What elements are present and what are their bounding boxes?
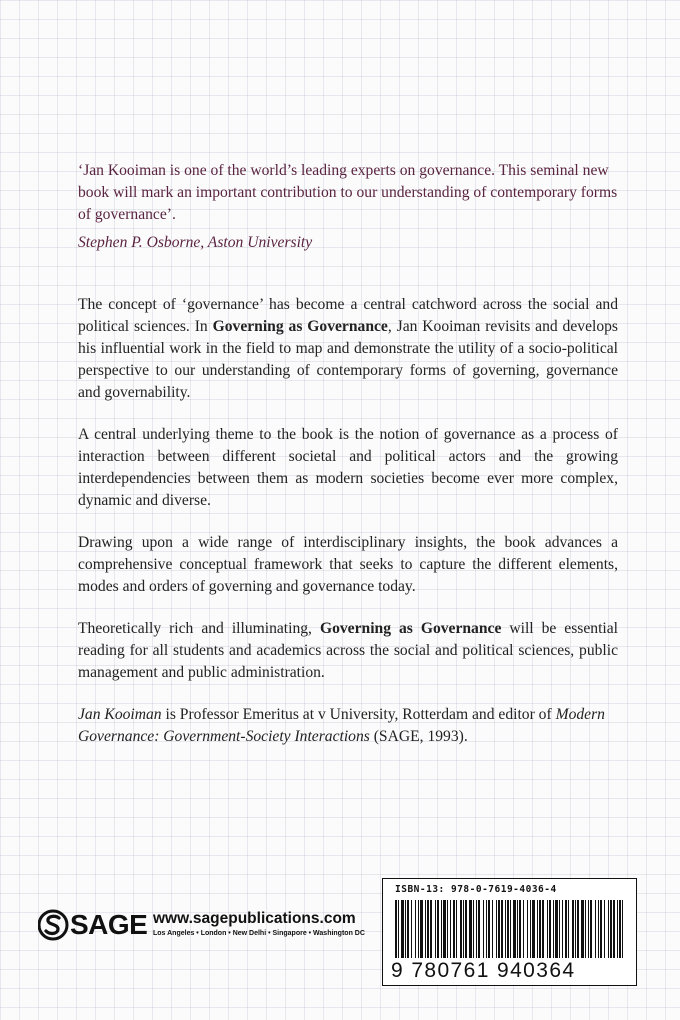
- barcode-bar: [553, 900, 554, 958]
- barcode-bar: [418, 900, 419, 958]
- barcode-bar: [507, 900, 509, 958]
- blurb-paragraph-3: Drawing upon a wide range of interdisciplinary insights, the book advances a comprehensive conceptual framework that seeks to capture the different elements, modes and orders of governing and governance today.: [78, 534, 618, 595]
- barcode-bar: [476, 900, 477, 958]
- barcode-bar: [492, 900, 493, 958]
- barcode-bar: [549, 900, 551, 958]
- barcode-bar: [575, 900, 576, 958]
- barcode-bar: [581, 900, 584, 958]
- publisher-block: [38, 908, 368, 942]
- barcode-bar: [395, 900, 397, 958]
- barcode-bar: [473, 900, 474, 958]
- barcode-bar: [523, 900, 524, 958]
- barcode-bar: [539, 900, 541, 958]
- barcode-bar: [447, 900, 448, 958]
- author-previous-book: Modern Governance: Government-Society Interactions: [78, 706, 605, 745]
- barcode-bar: [532, 900, 535, 958]
- barcode-bar: [501, 900, 503, 958]
- barcode-bar: [453, 900, 455, 958]
- barcode-bar: [530, 900, 531, 958]
- barcode-bar: [519, 900, 521, 958]
- barcode-bar: [483, 900, 484, 958]
- barcode-icon: [393, 900, 627, 958]
- barcode-digits: 9 780761 940364: [391, 959, 576, 982]
- blurb-paragraph-2: A central underlying theme to the book is the notion of governance as a process of interaction between different societal and political actors and the growing interdependencies between them as modern societies become ever more complex, dynamic and diverse.: [78, 426, 618, 509]
- barcode-bar: [588, 900, 589, 958]
- barcode-bar: [617, 900, 618, 958]
- barcode-bar: [610, 900, 612, 958]
- barcode-bar: [595, 900, 596, 958]
- barcode-bar: [405, 900, 406, 958]
- author-bio: Jan Kooiman is Professor Emeritus at v University, Rotterdam and editor of Modern Governance: Government-Society Interactions (SAGE, 1993).: [78, 706, 605, 745]
- barcode-bar: [435, 900, 436, 958]
- author-name: Jan Kooiman: [78, 706, 162, 723]
- sage-logo-text: SAGE: [70, 909, 148, 940]
- barcode-bar: [513, 900, 516, 958]
- barcode-bar: [565, 900, 567, 958]
- barcode-bar: [441, 900, 442, 958]
- publisher-url[interactable]: www.sagepublications.com: [153, 910, 356, 927]
- barcode-bar: [465, 900, 467, 958]
- barcode-bar: [577, 900, 579, 958]
- barcode-box: [382, 878, 637, 986]
- barcode-bar: [407, 900, 409, 958]
- barcode-bar: [585, 900, 586, 958]
- barcode-bar: [456, 900, 457, 958]
- barcode-bar: [425, 900, 426, 958]
- book-title: Governing as Governance: [212, 318, 388, 335]
- barcode-bar: [427, 900, 429, 958]
- barcode-bar: [537, 900, 538, 958]
- barcode-bar: [619, 900, 621, 958]
- endorsement-attribution: Stephen P. Osborne, Aston University: [78, 234, 313, 251]
- barcode-bar: [478, 900, 480, 958]
- barcode-bar: [568, 900, 569, 958]
- barcode-bar: [469, 900, 472, 958]
- barcode-bar: [559, 900, 560, 958]
- barcode-bar: [542, 900, 544, 958]
- blurb-body: [78, 294, 618, 768]
- barcode-bar: [590, 900, 592, 958]
- isbn-label: ISBN-13: 978-0-7619-4036-4: [395, 884, 557, 895]
- barcode-bar: [547, 900, 548, 958]
- barcode-bar: [401, 900, 404, 958]
- barcode-bar: [608, 900, 609, 958]
- barcode-bar: [415, 900, 416, 958]
- barcode-bar: [598, 900, 599, 958]
- barcode-bar: [622, 900, 623, 958]
- barcode-bar: [572, 900, 574, 958]
- barcode-bar: [488, 900, 490, 958]
- barcode-bar: [505, 900, 506, 958]
- barcode-bar: [463, 900, 464, 958]
- barcode-bar: [555, 900, 558, 958]
- barcode-bar: [430, 900, 432, 958]
- barcode-bar: [562, 900, 563, 958]
- barcode-bar: [437, 900, 439, 958]
- barcode-bar: [600, 900, 602, 958]
- barcode-bar: [613, 900, 615, 958]
- book-title: Governing as Governance: [319, 620, 502, 637]
- barcode-bar: [486, 900, 487, 958]
- barcode-bar: [420, 900, 423, 958]
- barcode-bar: [517, 900, 518, 958]
- barcode-bar: [498, 900, 500, 958]
- barcode-bar: [460, 900, 462, 958]
- blurb-paragraph-4: Theoretically rich and illuminating, Governing as Governance will be essential reading for all students and academics across the social and political sciences, public management and public administration.: [78, 620, 618, 681]
- barcode-bar: [411, 900, 412, 958]
- barcode-bar: [510, 900, 511, 958]
- sage-logo: [38, 908, 148, 942]
- barcode-bar: [450, 900, 451, 958]
- barcode-bar: [527, 900, 528, 958]
- barcode-bar: [443, 900, 446, 958]
- sage-circle-icon: [38, 908, 70, 942]
- publisher-cities: Los Angeles • London • New Delhi • Singapore • Washington DC: [153, 930, 365, 937]
- endorsement-quote: ‘Jan Kooiman is one of the world’s leading experts on governance. This seminal new book will mark an important contribution to our understanding of contemporary forms of governance’.: [78, 162, 618, 223]
- barcode-bar: [496, 900, 497, 958]
- blurb-paragraph-1: The concept of ‘governance’ has become a central catchword across the social and political sciences. In Governing as Governance, Jan Kooiman revisits and develops his influential work in the field to map and demonstrate the utility of a socio-political perspective to our understanding of contemporary forms of governing, governance and governability.: [78, 296, 618, 401]
- barcode-bar: [398, 900, 399, 958]
- barcode-bar: [604, 900, 605, 958]
